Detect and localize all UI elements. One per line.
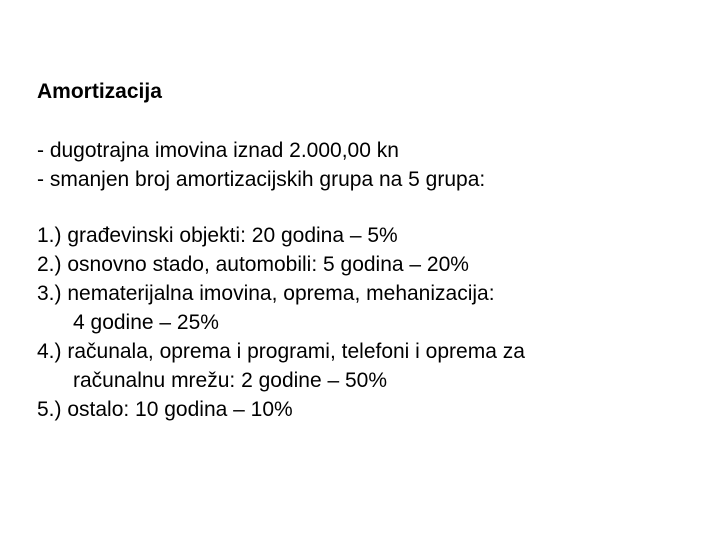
group-1-buildings: 1.) građevinski objekti: 20 godina – 5%: [37, 224, 398, 247]
group-5-other: 5.) ostalo: 10 godina – 10%: [37, 398, 293, 421]
group-4-computers: 4.) računala, oprema i programi, telefoni i oprema za: [37, 340, 525, 363]
bullet-group-count: - smanjen broj amortizacijskih grupa na 5 grupa:: [37, 168, 486, 191]
bullet-min-value: - dugotrajna imovina iznad 2.000,00 kn: [37, 139, 399, 162]
slide-title: Amortizacija: [37, 80, 162, 103]
group-2-herd-cars: 2.) osnovno stado, automobili: 5 godina – 20%: [37, 253, 469, 276]
group-4-rate: računalnu mrežu: 2 godine – 50%: [73, 369, 388, 392]
group-3-rate: 4 godine – 25%: [73, 311, 219, 334]
group-3-intangible-equipment: 3.) nematerijalna imovina, oprema, mehanizacija:: [37, 282, 495, 305]
